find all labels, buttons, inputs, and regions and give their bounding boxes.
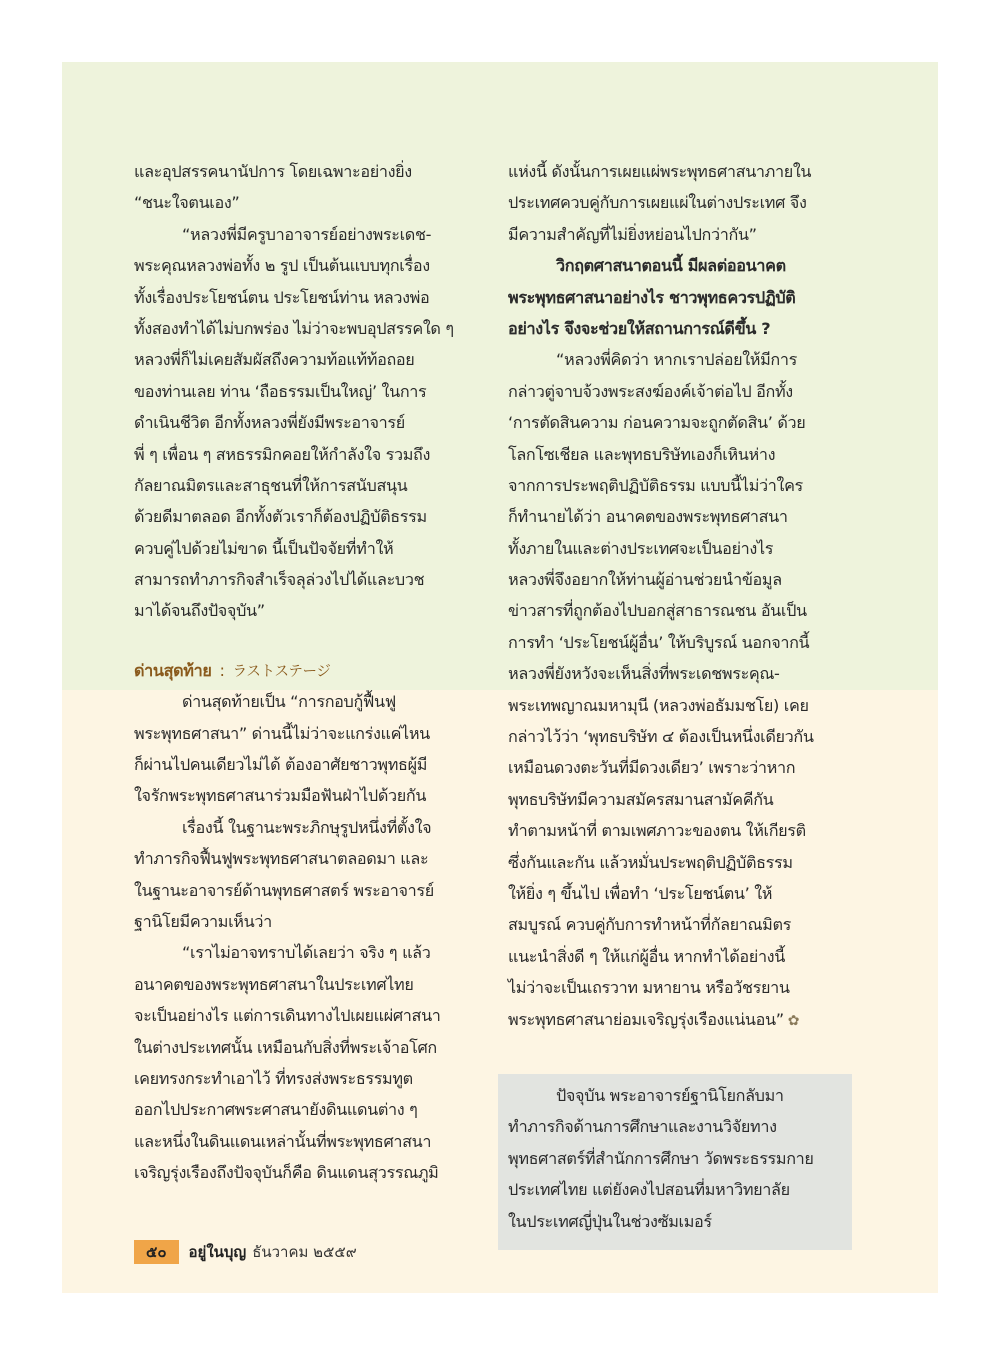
text-line: พระคุณหลวงพ่อทั้ง ๒ รูป เป็นต้นแบบทุกเรื่อง <box>134 256 430 276</box>
text-line: “หลวงพี่มีครูบาอาจารย์อย่างพระเดช- <box>182 224 432 244</box>
text-line: พุทธศาสตร์ที่สำนักการศึกษา วัดพระธรรมกาย <box>508 1148 814 1168</box>
text-line: สามารถทำภารกิจสำเร็จลุล่วงไปได้และบวช <box>134 570 425 590</box>
text-line: ก็ทำนายได้ว่า อนาคตของพระพุทธศาสนา <box>508 507 788 527</box>
text-line: แห่งนี้ ดังนั้นการเผยแผ่พระพุทธศาสนาภายใน <box>508 162 812 181</box>
text-line: ไม่ว่าจะเป็นเถรวาท มหายาน หรือวัชรยาน <box>508 978 790 998</box>
text-line: อนาคตของพระพุทธศาสนาในประเทศไทย <box>134 974 414 994</box>
text-line: ในต่างประเทศนั้น เหมือนกับสิ่งที่พระเจ้าอโศก <box>134 1037 437 1057</box>
text-line: ทั้งภายในและต่างประเทศจะเป็นอย่างไร <box>508 538 774 558</box>
section-subtitle: ラストステージ <box>232 663 331 680</box>
text-line: ดำเนินชีวิต อีกทั้งหลวงพี่ยังมีพระอาจารย์ <box>134 413 405 433</box>
text-line: ซึ่งกันและกัน แล้วหมั่นประพฤติปฏิบัติธรรม <box>508 852 793 872</box>
left-paragraph-1 <box>134 156 470 219</box>
text-line: กัลยาณมิตรและสาธุชนที่ให้การสนับสนุน <box>134 475 408 495</box>
text-line: “เราไม่อาจทราบได้เลยว่า จริง ๆ แล้ว <box>182 943 431 963</box>
text-line: ข่าวสารที่ถูกต้องไปบอกสู่สาธารณชน อันเป็น <box>508 601 807 621</box>
text-line: ทั้งเรื่องประโยชน์ตน ประโยชน์ท่าน หลวงพ่อ <box>134 287 430 307</box>
text-line: ใจรักพระพุทธศาสนาร่วมมือฟันฝ่าไปด้วยกัน <box>134 786 427 806</box>
text-line: การทำ ‘ประโยชน์ผู้อื่น’ ให้บริบูรณ์ นอกจากนี้ <box>508 632 810 652</box>
text-line: ให้ยิ่ง ๆ ขึ้นไป เพื่อทำ ‘ประโยชน์ตน’ ให้ <box>508 883 773 903</box>
text-line: ทำภารกิจด้านการศึกษาและงานวิจัยทาง <box>508 1117 777 1137</box>
text-line: และอุปสรรคนานัปการ โดยเฉพาะอย่างยิ่ง <box>134 162 412 181</box>
text-line: พระพุทธศาสนา” ด่านนี้ไม่ว่าจะแกร่งแค่ไหน <box>134 723 430 743</box>
text-line: กล่าวไว้ว่า ‘พุทธบริษัท ๔ ต้องเป็นหนึ่งเดียวกัน <box>508 727 814 747</box>
text-line: พระเทพญาณมหามุนี (หลวงพ่อธัมมชโย) เคย <box>508 695 809 715</box>
text-line: ประเทศควบคู่กับการเผยแผ่ในต่างประเทศ จึง <box>508 193 807 213</box>
text-line: ‘การตัดสินความ ก่อนความจะถูกตัดสิน’ ด้วย <box>508 413 806 433</box>
text-line: แนะนำสิ่งดี ๆ ให้แก่ผู้อื่น หากทำได้อย่างนี้ <box>508 946 785 966</box>
text-line: “หลวงพี่คิดว่า หากเราปล่อยให้มีการ <box>556 350 797 370</box>
text-line: ฐานิโยมีความเห็นว่า <box>134 911 272 931</box>
text-line: โลกโซเชียล และพุทธบริษัทเองก็เหินห่าง <box>508 444 776 464</box>
text-line: “ชนะใจตนเอง” <box>134 193 240 213</box>
text-line: ก็ผ่านไปคนเดียวไม่ได้ ต้องอาศัยชาวพุทธผู้มี <box>134 755 428 775</box>
text-line: พุทธบริษัทมีความสมัครสมานสามัคคีกัน <box>508 789 774 809</box>
text-line: ของท่านเลย ท่าน ‘ถือธรรมเป็นใหญ่’ ในการ <box>134 381 427 401</box>
text-line: หลวงพี่ก็ไม่เคยสัมผัสถึงความท้อแท้ท้อถอย <box>134 350 415 370</box>
left-paragraph-5 <box>134 937 470 1188</box>
left-paragraph-4 <box>134 812 470 938</box>
left-column <box>134 156 470 1189</box>
page-number: ๕๐ <box>134 1240 179 1264</box>
text-line: ในฐานะอาจารย์ด้านพุทธศาสตร์ พระอาจารย์ <box>134 880 434 900</box>
text-line: จากการประพฤติปฏิบัติธรรม แบบนี้ไม่ว่าใคร <box>508 475 803 495</box>
text-line: เรื่องนี้ ในฐานะพระภิกษุรูปหนึ่งที่ตั้งใจ <box>182 817 432 837</box>
right-paragraph-2 <box>508 344 844 1035</box>
text-line: และหนึ่งในดินแดนเหล่านั้นที่พระพุทธศาสนา <box>134 1131 432 1151</box>
page-footer <box>134 1240 357 1264</box>
text-line: ในประเทศญี่ปุ่นในช่วงซัมเมอร์ <box>508 1211 712 1231</box>
text-line: วิกฤตศาสนาตอนนี้ มีผลต่ออนาคต <box>556 256 786 276</box>
text-line-last <box>508 1004 844 1035</box>
leaf-icon: ✿ <box>787 1012 800 1029</box>
section-separator: : <box>219 660 225 680</box>
interview-question <box>508 250 844 344</box>
note-text <box>508 1080 844 1237</box>
text-line: ด้วยดีมาตลอด อีกทั้งตัวเราก็ต้องปฏิบัติธรรม <box>134 507 427 527</box>
text-line: เคยทรงกระทำเอาไว้ ที่ทรงส่งพระธรรมทูต <box>134 1068 413 1088</box>
text-line: หลวงพี่จึงอยากให้ท่านผู้อ่านช่วยนำข้อมูล <box>508 570 782 590</box>
text-line: ทั้งสองทำได้ไม่บกพร่อง ไม่ว่าจะพบอุปสรรคใด ๆ <box>134 318 454 338</box>
text-line: ทำตามหน้าที่ ตามเพศภาวะของตน ให้เกียรติ <box>508 821 806 841</box>
left-paragraph-2 <box>134 219 470 627</box>
text-line: ควบคู่ไปด้วยไม่ขาด นี้เป็นปัจจัยที่ทำให้ <box>134 538 394 558</box>
magazine-name: อยู่ในบุญ <box>188 1243 247 1261</box>
right-paragraph-1 <box>508 156 844 250</box>
left-paragraph-3 <box>134 686 470 812</box>
text-line: จะเป็นอย่างไร แต่การเดินทางไปเผยแผ่ศาสนา <box>134 1006 441 1026</box>
text-line: อย่างไร จึงจะช่วยให้สถานการณ์ดีขึ้น ? <box>508 318 771 338</box>
text-line: กล่าวตู่จาบจ้วงพระสงฆ์องค์เจ้าต่อไป อีกทั้ง <box>508 381 793 401</box>
text-line: ด่านสุดท้ายเป็น “การกอบกู้ฟื้นฟู <box>182 692 396 712</box>
text-line: ทำภารกิจฟื้นฟูพระพุทธศาสนาตลอดมา และ <box>134 849 429 869</box>
text-line-content: พระพุทธศาสนาย่อมเจริญรุ่งเรืองแน่นอน” <box>508 1009 784 1029</box>
section-heading <box>134 655 470 686</box>
text-line: ประเทศไทย แต่ยังคงไปสอนที่มหาวิทยาลัย <box>508 1180 790 1200</box>
text-line: เหมือนดวงตะวันที่มีดวงเดียว’ เพราะว่าหาก <box>508 758 796 778</box>
text-line: หลวงพี่ยังหวังจะเห็นสิ่งที่พระเดชพระคุณ- <box>508 664 780 684</box>
text-line: ปัจจุบัน พระอาจารย์ฐานิโยกลับมา <box>556 1086 784 1105</box>
text-line: พระพุทธศาสนาอย่างไร ชาวพุทธควรปฏิบัติ <box>508 287 796 307</box>
right-column <box>508 156 844 1035</box>
text-line: พี่ ๆ เพื่อน ๆ สหธรรมิกคอยให้กำลังใจ รวมถึง <box>134 444 431 464</box>
text-line: เจริญรุ่งเรืองถึงปัจจุบันก็คือ ดินแดนสุวรรณภูมิ <box>134 1163 439 1183</box>
text-line: สมบูรณ์ ควบคู่กับการทำหน้าที่กัลยาณมิตร <box>508 915 792 935</box>
issue-date: ธันวาคม ๒๕๕๙ <box>252 1243 357 1261</box>
text-line: ออกไปประกาศพระศาสนายังดินแดนต่าง ๆ <box>134 1100 418 1120</box>
text-line: มีความสำคัญที่ไม่ยิ่งหย่อนไปกว่ากัน” <box>508 224 757 244</box>
text-line: มาได้จนถึงปัจจุบัน” <box>134 601 265 621</box>
section-title: ด่านสุดท้าย <box>134 660 212 680</box>
